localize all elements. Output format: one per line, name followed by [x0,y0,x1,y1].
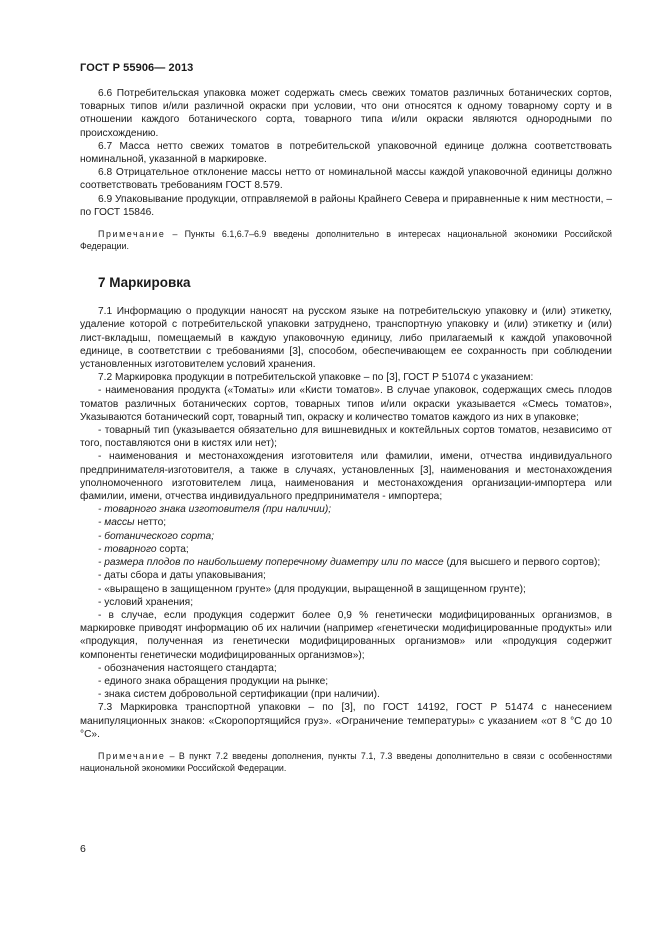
list-item-text: сорта; [156,543,189,555]
list-item: - знака систем добровольной сертификации (при наличии). [98,689,380,701]
clause-7-2: 7.2 Маркировка продукции в потребительской упаковке – по [3], ГОСТ Р 51074 с указанием: [98,372,534,384]
note-section-6 [80,228,612,252]
clause-6-9: 6.9 Упаковывание продукции, отправляемой в районы Крайнего Севера и приравненные к ним местности, – по ГОСТ 15846. [80,193,612,218]
list-item: - условий хранения; [98,596,194,608]
list-item-italic: - массы [98,517,135,529]
note-label: Примечание [98,750,166,761]
clause-6-6: 6.6 Потребительская упаковка может содержать смесь свежих томатов различных ботанических сортов, товарных типов и/или различной окраски при условии, что они относятся к одному товарному сорту и в отношении каждого ботанического сорта, товарного типа и/или окраски являются однородными по происхождению. [80,88,612,139]
list-item-italic: - размера плодов по наибольшему поперечному диаметру или по массе [98,557,444,569]
note-section-7 [80,750,612,774]
list-item-italic: - товарного знака изготовителя (при наличии); [98,504,332,516]
list-item: - товарный тип (указывается обязательно для вишневидных и коктейльных сортов томатов, независимо от того, поставляются они в кистях или нет); [80,425,612,450]
list-item: - в случае, если продукция содержит более 0,9 % генетически модифицированных организмов, в маркировке приводят информацию об их наличии (например «генетически модифицированные продукты» или «продукция, полученная из генетически модифицированных организмов» или «продукция содержит компоненты генетически модифицированных организмов»); [80,609,612,661]
list-item [80,516,612,529]
section-7-heading: 7 Маркировка [98,275,191,291]
note-text: – Пункты 6.1,6.7–6.9 введены дополнительно в интересах национальной экономики Российской Федерации. [80,229,612,252]
note-label: Примечание [98,229,166,240]
list-item [80,530,612,543]
list-item: - наименования продукта («Томаты» или «Кисти томатов». В случае упаковок, содержащих смесь плодов томатов различных ботанических сортов, товарных типов и/или окраски указывается «Смесь томатов», Указываются ботанический сорт, товарный тип, окраску и количество томатов каждого из них в упаковке; [80,385,612,423]
list-item: - наименования и местонахождения изготовителя или фамилии, имени, отчества индивидуального предпринимателя-изготовителя, а также в случаях, установленных [3], наименования и местонахождения уполномоченного изготовителем лица, наименования и местонахождения организации-импортера или фамилии, имени, отчества индивидуального предпринимателя - импортера; [80,451,612,503]
clause-6-7: 6.7 Масса нетто свежих томатов в потребительской упаковочной единице должна соответствовать номинальной, указанной в маркировке. [80,140,612,166]
list-item-text: нетто; [134,517,167,529]
list-item-text: (для высшего и первого сортов); [443,557,601,569]
note-text: – В пункт 7.2 введены дополнения, пункты 7.1, 7.3 введены дополнительно в связи с особенностями национальной экономики Российской Федерации. [80,750,612,773]
list-item [80,543,612,556]
clause-6-8: 6.8 Отрицательное отклонение массы нетто от номинальной массы каждой упаковочной единицы должно соответствовать требованиям ГОСТ 8.579. [80,167,612,192]
list-item-italic: - ботанического сорта; [98,530,215,542]
list-item [80,503,612,516]
clause-7-3: 7.3 Маркировка транспортной упаковки – по [3], по ГОСТ 14192, ГОСТ Р 51474 с нанесением манипуляционных знаков: «Скоропортящийся груз». «Ограничение температуры» с указанием «от 8 °С до 10 °С». [80,702,612,740]
document-header: ГОСТ Р 55906— 2013 [80,62,194,74]
list-item [80,556,612,569]
list-item: - обозначения настоящего стандарта; [98,662,277,674]
list-item: - единого знака обращения продукции на рынке; [98,675,329,687]
document-body [80,87,612,774]
list-item: - даты сбора и даты упаковывания; [98,570,266,582]
clause-7-1: 7.1 Информацию о продукции наносят на русском языке на потребительскую упаковку и (или) этикетку, удаление которой с потребительской упаковки затруднено, транспортную упаковку и (или) этикетку и (или) лист-вкладыш, помещаемый в каждую упаковочную единицу, либо прилагаемый к каждой упаковочной единице, в соответствии с требованиями [3], способом, обеспечивающем ее сохранность при соблюдении установленных изготовителем условий хранения. [80,306,612,371]
list-item-italic: - товарного [98,543,157,555]
list-item: - «выращено в защищенном грунте» (для продукции, выращенной в защищенном грунте); [98,583,526,595]
page-number: 6 [80,843,86,855]
